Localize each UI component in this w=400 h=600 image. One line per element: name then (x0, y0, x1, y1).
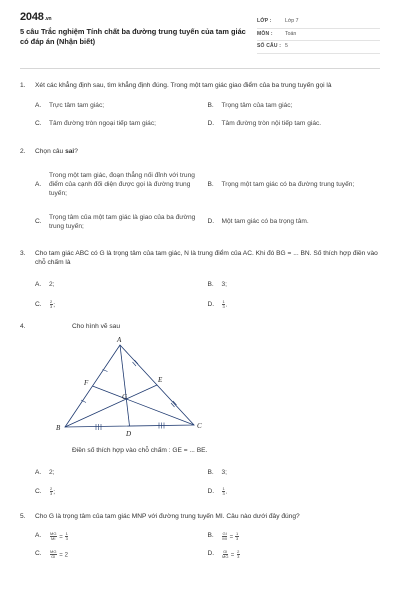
fraction-denominator: MI (51, 535, 56, 541)
equals-sign: = (230, 551, 235, 558)
meta-value: Toán (285, 30, 297, 37)
option-d[interactable] (208, 546, 381, 564)
fraction-numerator: 2 (237, 548, 240, 554)
option-letter: D. (207, 119, 215, 127)
logo-text: 2048 (20, 11, 44, 23)
option-d[interactable] (208, 115, 381, 133)
point-label-f: F (84, 378, 89, 387)
question-text-emphasis: sai (65, 148, 75, 156)
question-text (35, 148, 380, 157)
option-letter: C. (35, 550, 42, 558)
option-punctuation: ; (53, 488, 56, 496)
question-4 (20, 323, 380, 502)
fraction-numerator: GI (223, 548, 228, 554)
meta-row-class (257, 16, 380, 29)
option-b[interactable] (208, 97, 381, 115)
question-text-suffix: ? (74, 148, 78, 156)
fraction-denominator: MI (222, 535, 227, 541)
question-text: Điền số thích hợp vào chỗ chấm : GE = ... BE. (72, 446, 208, 454)
fraction (50, 532, 57, 541)
option-letter: D. (207, 487, 215, 495)
option-letter: D. (207, 218, 215, 226)
fraction-denominator: 3 (222, 491, 225, 497)
options-grid (35, 97, 380, 133)
option-a[interactable] (35, 275, 208, 295)
meta-label: SỐ CÂU : (257, 43, 282, 50)
question-number: 4. (20, 323, 26, 331)
fraction-denominator: 3 (65, 535, 68, 541)
option-c[interactable] (35, 115, 208, 133)
option-letter: B. (207, 468, 214, 476)
fraction-denominator: 3 (237, 553, 240, 559)
option-a[interactable] (35, 464, 208, 483)
option-letter: A. (35, 468, 42, 476)
meta-row-count (257, 41, 380, 54)
option-letter: A. (35, 101, 42, 109)
option-letter: A. (35, 280, 42, 288)
fraction-numerator: MG (50, 548, 57, 554)
option-punctuation: . (225, 488, 228, 496)
fraction-numerator: 1 (65, 530, 68, 536)
page-title: 5 câu Trắc nghiệm Tính chất ba đường trung tuyến của tam giác có đáp án (Nhận biết) (20, 27, 246, 46)
option-letter: A. (35, 532, 42, 540)
site-logo[interactable] (20, 10, 250, 26)
meta-panel (257, 10, 380, 54)
question-text: Cho tam giác ABC có G là trọng tâm của tam giác, N là trung điểm của AC. Khi đó BG = ... BN. Số thích hợp điền vào chỗ chấm là (35, 250, 378, 267)
question-body (35, 323, 380, 502)
fraction-numerator: 1 (235, 530, 239, 536)
option-c[interactable] (35, 295, 208, 315)
point-label-g: G (122, 392, 128, 401)
fraction-denominator: 3 (50, 491, 53, 497)
option-letter: A. (35, 180, 42, 188)
option-c[interactable] (35, 483, 208, 502)
page-header (20, 10, 380, 54)
question-number: 3. (20, 250, 26, 258)
fraction-denominator: 3 (50, 303, 53, 309)
option-letter: C. (35, 300, 42, 308)
option-punctuation: . (225, 301, 228, 309)
fraction (237, 550, 240, 559)
fraction (222, 300, 225, 309)
option-text: 3; (221, 468, 227, 476)
fraction-denominator: 3 (222, 303, 225, 309)
vertex-label-c: C (197, 421, 202, 430)
option-text: Tâm đường tròn nội tiếp tam giác. (221, 119, 322, 127)
fraction-numerator: 1 (222, 298, 225, 304)
option-text: Trọng tâm của tam giác; (221, 101, 293, 109)
question-number: 1. (20, 81, 26, 89)
question-text-prefix: Chọn câu (35, 148, 66, 156)
fraction (65, 532, 68, 541)
option-d[interactable] (208, 207, 381, 238)
fraction (222, 550, 228, 559)
vertex-label-a: A (117, 335, 122, 344)
point-label-d: D (126, 429, 132, 438)
options-grid (35, 163, 380, 238)
option-c[interactable] (35, 546, 208, 564)
option-value: 2 (64, 551, 68, 558)
option-text: 3; (221, 280, 227, 288)
option-math (222, 532, 248, 542)
option-letter: B. (207, 180, 214, 188)
median-cf (93, 386, 195, 425)
option-math (222, 487, 236, 497)
fraction-numerator: MG (50, 530, 57, 536)
question-intro: Cho hình vẽ sau (72, 323, 121, 331)
question-body (35, 148, 380, 238)
fraction (235, 532, 238, 541)
option-letter: B. (207, 101, 214, 109)
fraction (222, 487, 225, 496)
meta-value: 5 (285, 43, 288, 50)
option-a[interactable] (35, 97, 208, 115)
question-number: 5. (20, 512, 26, 520)
option-letter: C. (35, 218, 42, 226)
options-grid (35, 275, 380, 315)
header-left (20, 10, 250, 54)
option-d[interactable] (208, 483, 381, 502)
option-b[interactable] (208, 163, 381, 207)
options-grid (35, 528, 380, 564)
option-letter: C. (35, 119, 42, 127)
option-math (49, 532, 77, 542)
option-math (49, 300, 63, 310)
fraction-numerator: 2 (50, 486, 53, 492)
question-5 (20, 513, 380, 564)
option-math (49, 487, 63, 497)
question-text: Xét các khẳng định sau, tìm khẳng định đúng. Trong một tam giác giao điểm của ba trung tuyến gọi là (35, 81, 332, 89)
triangle-figure (52, 333, 212, 441)
fraction-denominator: MG (222, 553, 229, 559)
option-text: Trong một tam giác, đoạn thẳng nối đỉnh với trung điểm của cạnh đối diện được gọi là đường trung tuyến; (49, 171, 195, 197)
point-label-e: E (158, 375, 163, 384)
option-b[interactable] (208, 464, 381, 483)
equals-sign: = (229, 533, 234, 540)
option-text: 2; (49, 280, 55, 288)
meta-label: LỚP : (257, 18, 272, 25)
option-c[interactable] (35, 207, 208, 238)
option-text: 2; (49, 468, 55, 476)
option-letter: D. (207, 550, 215, 558)
option-text: Tâm đường tròn ngoại tiếp tam giác; (49, 119, 156, 127)
option-text: Một tam giác có ba trọng tâm. (221, 218, 309, 226)
option-letter: C. (35, 487, 42, 495)
fraction-denominator: GI (51, 553, 56, 559)
vertex-label-b: B (56, 423, 61, 432)
meta-value: Lớp 7 (285, 18, 299, 25)
option-a[interactable] (35, 163, 208, 207)
option-text: Trọng một tam giác có ba đường trung tuyến; (221, 180, 355, 188)
option-math (222, 300, 236, 310)
question-body (35, 250, 380, 315)
header-divider (20, 68, 380, 69)
option-punctuation: ; (53, 301, 56, 309)
option-a[interactable] (35, 528, 208, 546)
meta-row-subject (257, 29, 380, 42)
option-letter: D. (207, 300, 215, 308)
option-text: Trọng tâm của một tam giác là giao của ba đường trung tuyến; (49, 213, 196, 230)
fraction (222, 532, 227, 541)
option-math (49, 550, 76, 560)
option-letter: B. (207, 532, 214, 540)
fraction-denominator: 3 (235, 535, 239, 541)
fraction-numerator: 1 (222, 486, 225, 492)
median-ad (120, 345, 130, 426)
option-math (222, 550, 249, 560)
logo-suffix: .vn (44, 16, 52, 22)
option-b[interactable] (208, 528, 381, 546)
fraction-numerator: GI (222, 530, 227, 536)
question-body (35, 82, 380, 134)
fraction (50, 550, 57, 559)
options-grid (35, 464, 380, 502)
option-text: Trực tâm tam giác; (49, 101, 105, 109)
equals-sign: = (59, 533, 63, 540)
question-3 (20, 250, 380, 315)
equals-sign: = (59, 551, 63, 558)
option-letter: B. (207, 280, 214, 288)
question-number: 2. (20, 148, 26, 156)
option-d[interactable] (208, 295, 381, 315)
question-2 (20, 148, 380, 238)
meta-label: MÔN : (257, 30, 273, 37)
fraction-numerator: 2 (50, 298, 53, 304)
question-1 (20, 82, 380, 134)
option-b[interactable] (208, 275, 381, 295)
question-text: Cho G là trọng tâm của tam giác MNP với đường trung tuyến MI. Câu nào dưới đây đúng? (35, 512, 300, 520)
question-body (35, 513, 380, 564)
